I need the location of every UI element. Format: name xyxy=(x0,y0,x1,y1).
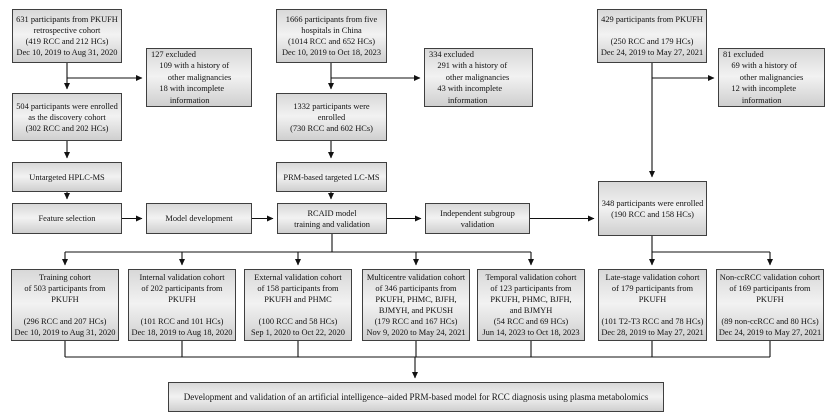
box-prm-enrolled xyxy=(276,93,387,141)
box-line: Dec 24, 2019 to May 27, 2021 xyxy=(718,328,822,337)
box-feature-selection xyxy=(12,203,122,234)
box-line: 429 participants from PKUFH xyxy=(601,15,703,24)
box-multicentre-validation-cohort xyxy=(362,269,470,341)
box-pkufh-subgroup-cohort xyxy=(597,9,707,63)
box-discovery-enrolled xyxy=(12,93,122,141)
box-line: information xyxy=(723,95,782,105)
box-line: 1666 participants from five xyxy=(285,15,378,24)
box-line: 631 participants from PKUFH xyxy=(16,15,118,24)
box-excluded-subgroup xyxy=(718,48,825,107)
box-non-ccrcc-validation-cohort xyxy=(716,269,824,341)
box-line: Independent subgroup xyxy=(440,208,515,218)
box-rcaid-model xyxy=(277,203,387,234)
box-line: (190 RCC and 158 HCs) xyxy=(611,209,694,219)
box-line: 127 excluded xyxy=(151,50,196,60)
box-line: of 123 participants from xyxy=(490,284,572,293)
box-line: enrolled xyxy=(317,112,346,122)
box-line: Jun 14, 2023 to Oct 18, 2023 xyxy=(482,328,580,337)
box-line: other malignancies xyxy=(151,72,232,82)
box-line: other malignancies xyxy=(723,72,804,82)
box-line: other malignancies xyxy=(429,72,510,82)
box-line: of 158 participants from xyxy=(257,284,339,293)
box-five-hospitals-cohort xyxy=(276,9,387,63)
box-line: (1014 RCC and 652 HCs) xyxy=(287,37,375,46)
box-line: of 503 participants from xyxy=(24,284,106,293)
box-line: RCAID model xyxy=(307,208,357,218)
box-line: 348 participants were enrolled xyxy=(601,198,704,208)
box-line: Model development xyxy=(165,214,233,223)
box-internal-validation-cohort xyxy=(128,269,236,341)
box-line: of 169 participants from xyxy=(729,284,811,293)
box-line: PKUFH xyxy=(51,295,79,304)
box-line: Sep 1, 2020 to Oct 22, 2020 xyxy=(251,328,345,337)
box-line: 81 excluded xyxy=(723,50,764,60)
box-line: External validation cohort xyxy=(254,273,342,282)
box-line: (179 RCC and 167 HCs) xyxy=(374,317,458,326)
box-line: (54 RCC and 69 HCs) xyxy=(493,317,569,326)
box-line: (730 RCC and 602 HCs) xyxy=(290,123,373,133)
box-line: 12 with incomplete xyxy=(723,84,797,94)
box-temporal-validation-cohort xyxy=(477,269,585,341)
box-line: of 179 participants from xyxy=(611,284,694,293)
box-line: PKUFH xyxy=(638,295,667,304)
box-line: Untargeted HPLC-MS xyxy=(29,172,105,182)
box-line: (101 T2-T3 RCC and 78 HCs) xyxy=(601,317,704,326)
box-line: Dec 10, 2019 to Oct 18, 2023 xyxy=(281,48,382,57)
box-line: Multicentre validation cohort xyxy=(366,273,466,282)
box-line: information xyxy=(151,95,210,105)
box-line: 504 participants were enrolled xyxy=(16,101,118,111)
box-line: hospitals in China xyxy=(301,26,362,35)
box-line: Dec 28, 2019 to May 27, 2021 xyxy=(601,328,704,337)
box-training-cohort xyxy=(11,269,119,341)
box-line: Feature selection xyxy=(38,214,96,223)
box-line: (101 RCC and 101 HCs) xyxy=(140,317,224,326)
box-line: PRM-based targeted LC-MS xyxy=(283,172,380,182)
box-line: BJMYH, and PKUSH xyxy=(378,306,454,315)
box-line: validation xyxy=(460,219,495,229)
box-excluded-retrospective xyxy=(146,48,252,107)
box-untargeted-hplc-ms xyxy=(12,162,122,192)
box-line: Dec 10, 2019 to Aug 31, 2020 xyxy=(16,48,118,57)
box-line: (89 non-ccRCC and 80 HCs) xyxy=(721,317,819,326)
box-line: (100 RCC and 58 HCs) xyxy=(258,317,338,326)
box-line: PKUFH, PHMC, BJFH, xyxy=(490,295,572,304)
box-excluded-five-hospitals xyxy=(424,48,533,107)
box-line: Dec 10, 2019 to Aug 31, 2020 xyxy=(14,328,116,337)
box-line: 1332 participants were xyxy=(293,101,370,111)
box-line: PKUFH xyxy=(756,295,784,304)
box-subgroup-enrolled xyxy=(598,181,707,236)
box-line: retrospective cohort xyxy=(33,26,101,35)
box-line: 109 with a history of xyxy=(151,61,230,71)
box-line: 18 with incomplete xyxy=(151,84,225,94)
box-line: 334 excluded xyxy=(429,50,474,60)
box-line: and BJMYH xyxy=(509,306,553,315)
box-line: Internal validation cohort xyxy=(139,273,225,282)
box-line: 69 with a history of xyxy=(723,61,797,71)
box-external-validation-cohort xyxy=(244,269,352,341)
box-line: Dec 24, 2019 to May 27, 2021 xyxy=(600,48,704,57)
box-line: Training cohort xyxy=(38,273,92,282)
box-line: information xyxy=(429,95,488,105)
box-line: PKUFH, PHMC, BJFH, xyxy=(375,295,457,304)
box-line: PKUFH and PHMC xyxy=(264,295,332,304)
box-line: 291 with a history of xyxy=(429,61,508,71)
box-line: of 346 participants from xyxy=(375,284,457,293)
box-line: (419 RCC and 212 HCs) xyxy=(25,37,109,46)
box-line: Non-ccRCC validation cohort xyxy=(719,273,821,282)
box-line: Development and validation of an artificial intelligence–aided PRM-based model for RCC diagnosis using plasma metabolomics xyxy=(183,391,649,402)
box-line: Dec 18, 2019 to Aug 18, 2020 xyxy=(131,328,233,337)
box-line: PKUFH xyxy=(168,295,196,304)
box-retrospective-cohort xyxy=(12,9,122,63)
box-line: of 202 participants from xyxy=(141,284,223,293)
box-line: as the discovery cohort xyxy=(28,112,106,122)
box-late-stage-validation-cohort xyxy=(598,269,707,341)
box-independent-subgroup-validation xyxy=(425,203,530,234)
box-line: (250 RCC and 179 HCs) xyxy=(610,37,694,46)
box-line: Nov 9, 2020 to May 24, 2021 xyxy=(366,328,466,337)
box-line: Late-stage validation cohort xyxy=(605,273,700,282)
box-model-development xyxy=(146,203,252,234)
box-line: Temporal validation cohort xyxy=(485,273,577,282)
box-conclusion xyxy=(168,382,664,412)
box-line: (296 RCC and 207 HCs) xyxy=(23,317,107,326)
box-line: (302 RCC and 202 HCs) xyxy=(25,123,109,133)
box-line: training and validation xyxy=(294,219,370,229)
box-prm-targeted-lc-ms xyxy=(276,162,387,192)
box-line: 43 with incomplete xyxy=(429,84,503,94)
